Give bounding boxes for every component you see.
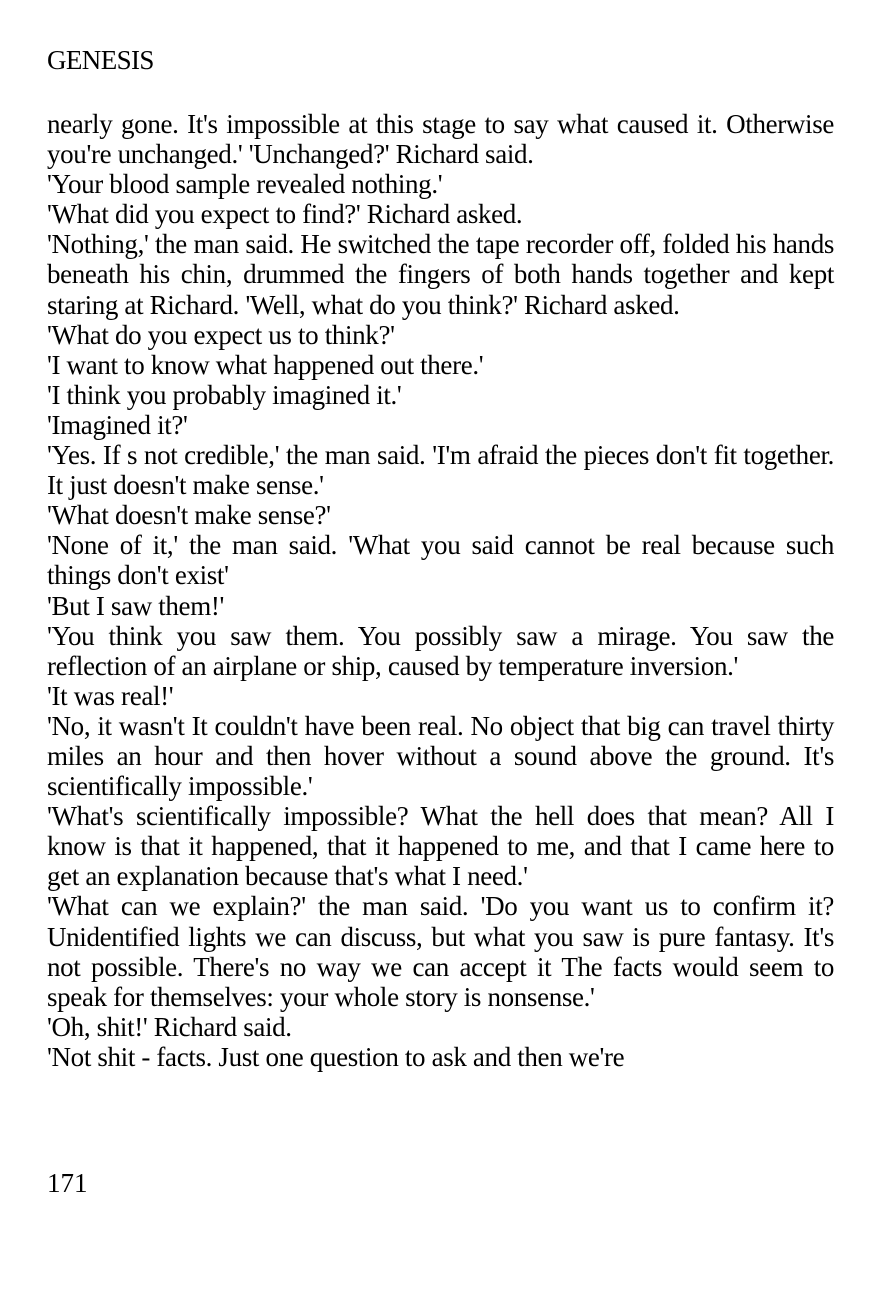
paragraph: 'It was real!' — [47, 680, 174, 711]
paragraph: 'I want to know what happened out there.' — [47, 349, 484, 380]
paragraph: 'What do you expect us to think?' — [47, 319, 395, 350]
paragraph: 'Yes. If s not credible,' the man said. 'I'm afraid the pieces don't fit together. It just doesn't make sense.' — [47, 440, 834, 501]
paragraph: 'Your blood sample revealed nothing.' — [47, 169, 443, 200]
paragraph: 'Oh, shit!' Richard said. — [47, 1011, 292, 1042]
paragraph: 'What did you expect to find?' Richard asked. — [47, 199, 523, 230]
paragraph: 'Nothing,' the man said. He switched the tape recorder off, folded his hands beneath his chin, drummed the fingers of both hands together and kept staring at Richard. 'Well, what do you think?' Richard asked. — [47, 229, 834, 320]
paragraph: 'No, it wasn't It couldn't have been real. No object that big can travel thirty miles an hour and then hover without a sound above the ground. It's scientifically impossible.' — [47, 710, 834, 802]
paragraph: 'I think you probably imagined it.' — [47, 379, 402, 410]
paragraph: 'But I saw them!' — [47, 590, 224, 621]
paragraph: 'What's scientifically impossible? What the hell does that mean? All I know is that it happened, that it happened to me, and that I came here to get an explanation because that's what I need.' — [47, 801, 834, 892]
paragraph: 'Not shit - facts. Just one question to ask and then we're — [47, 1041, 625, 1072]
paragraph: 'What doesn't make sense?' — [47, 500, 331, 531]
paragraph: 'What can we explain?' the man said. 'Do you want us to confirm it? Unidentified lights we can discuss, but what you saw is pure fantasy. It's not possible. There's no way we can accept it The facts would seem to speak for themselves: your whole story is nonsense.' — [47, 891, 834, 1012]
paragraph: nearly gone. It's impossible at this stage to say what caused it. Otherwise you're unchanged.' 'Unchanged?' Richard said. — [47, 109, 834, 170]
body-text — [47, 109, 834, 1072]
running-head: GENESIS — [47, 45, 154, 75]
paragraph: 'None of it,' the man said. 'What you said cannot be real because such things don't exist' — [47, 530, 834, 591]
paragraph: 'Imagined it?' — [47, 409, 188, 440]
page-number: 171 — [47, 1168, 88, 1198]
paragraph: 'You think you saw them. You possibly saw a mirage. You saw the reflection of an airplane or ship, caused by temperature inversion.' — [47, 620, 834, 681]
